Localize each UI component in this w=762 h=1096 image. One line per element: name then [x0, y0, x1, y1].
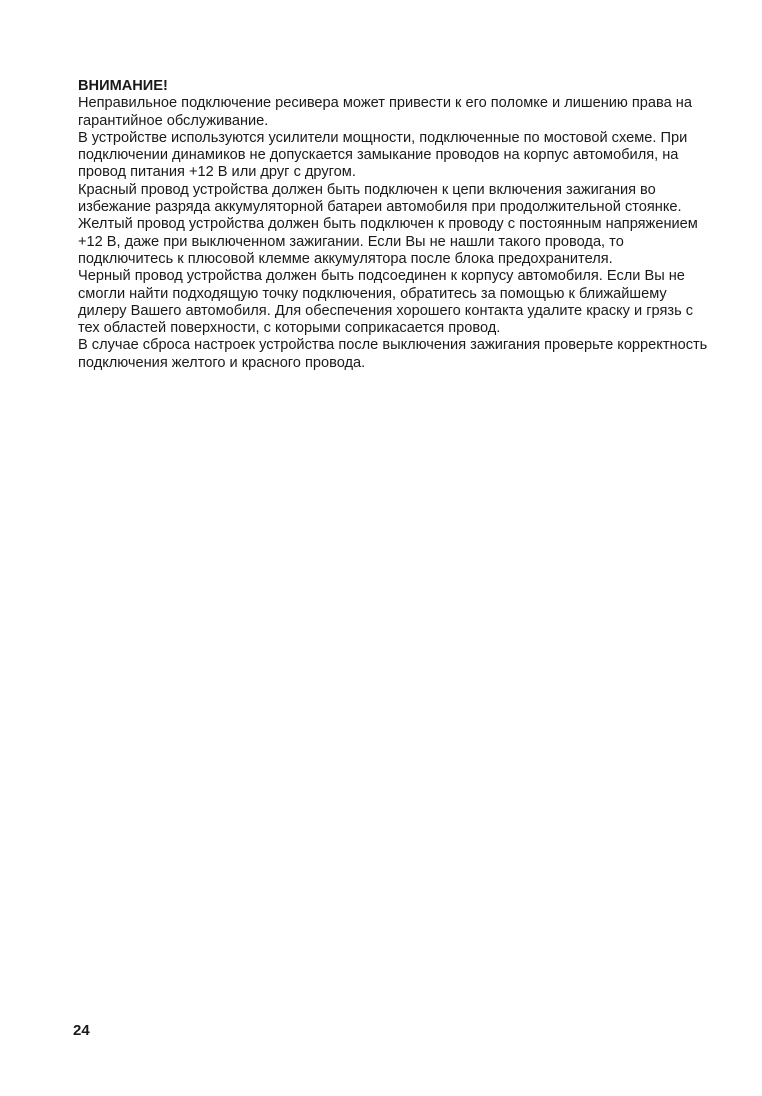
paragraph-incorrect-connection: Неправильное подключение ресивера может привести к его поломке и лишению права на гарантийное обслуживание.	[78, 95, 692, 129]
paragraph-bridge-amplifiers: В устройстве используются усилители мощности, подключенные по мостовой схеме. При подключении динамиков не допускается замыкание проводов на корпус автомобиля, на провод питания +12 В или друг с другом.	[78, 129, 688, 181]
paragraph-settings-reset: В случае сброса настроек устройства после выключения зажигания проверьте корректность подключения желтого и красного провода.	[78, 337, 708, 371]
warning-section	[78, 78, 718, 372]
page-number: 24	[73, 1022, 90, 1039]
paragraph-black-wire: Черный провод устройства должен быть подсоединен к корпусу автомобиля. Если Вы не смогли найти подходящую точку подключения, обратитесь за помощью к ближайшему дилеру Вашего автомобиля. Для обеспечения хорошего контакта удалите краску и грязь с тех областей поверхности, с которыми соприкасается провод.	[78, 268, 694, 337]
paragraph-red-wire: Красный провод устройства должен быть подключен к цепи включения зажигания во избежание разряда аккумуляторной батареи автомобиля при продолжительной стоянке.	[78, 181, 682, 216]
paragraph-yellow-wire: Желтый провод устройства должен быть подключен к проводу с постоянным напряжением +12 В, даже при выключенном зажигании. Если Вы не нашли такого провода, то подключитесь к плюсовой клемме аккумулятора после блока предохранителя.	[78, 216, 698, 267]
warning-heading: ВНИМАНИЕ!	[78, 78, 168, 94]
